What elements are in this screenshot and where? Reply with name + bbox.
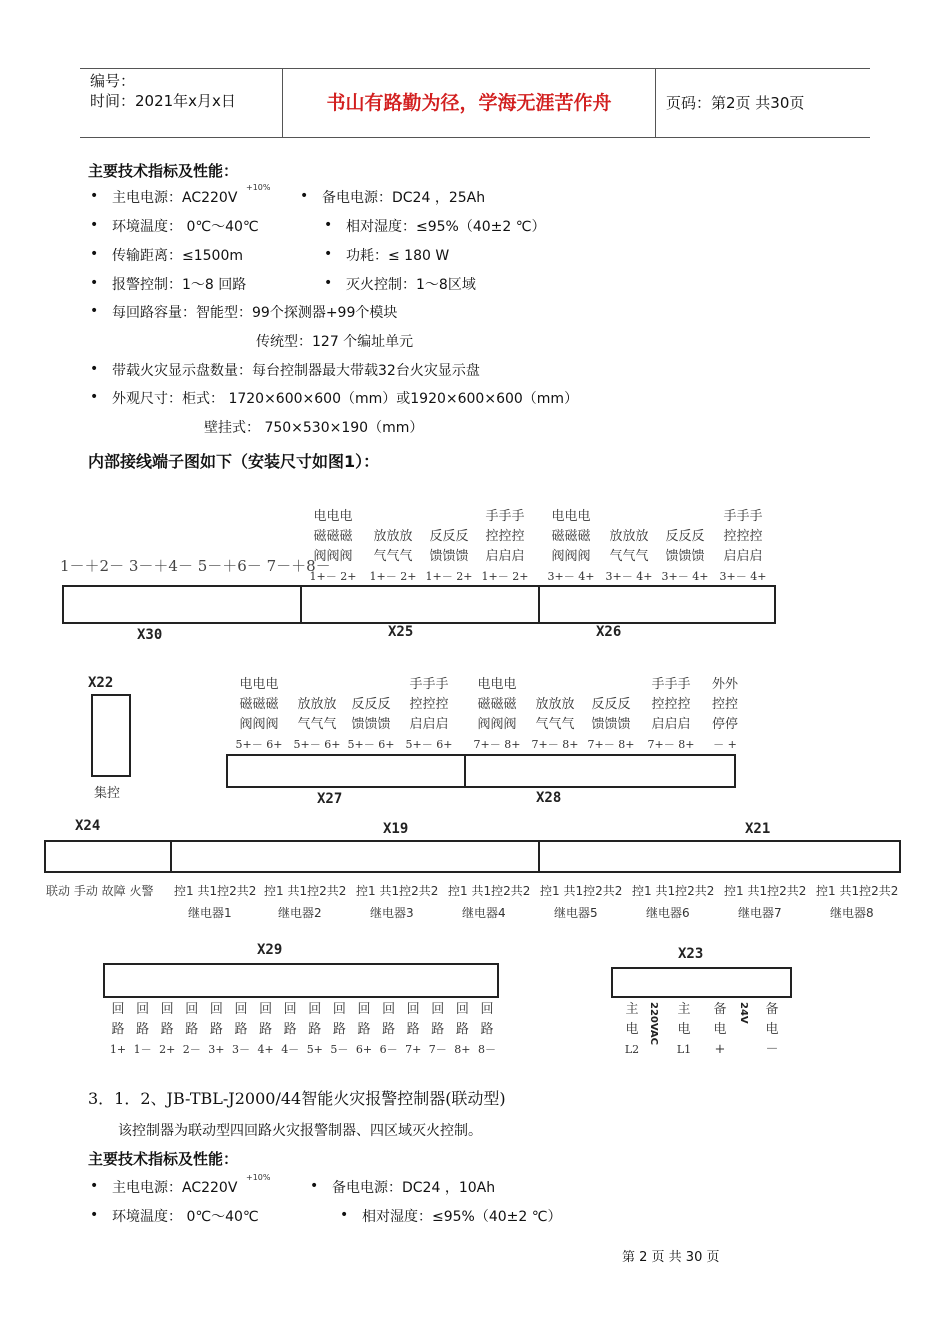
x24-terminal-row: 联动 手动 故障 火警 <box>46 884 154 898</box>
x23-terminal-label <box>622 1000 642 1060</box>
relay-terminals: 控1 共1控2共2 <box>632 884 715 898</box>
loop-terminal-label <box>206 1000 226 1060</box>
label-x29: X29 <box>257 942 283 958</box>
terminal-block-x30-x25-x26 <box>62 585 776 624</box>
bullet: • <box>90 275 99 291</box>
spec-right: 相对湿度：≤95%（40±2 ℃） <box>346 219 546 235</box>
group-terminal-numbers: 1+－ 2+ <box>369 570 417 583</box>
loop-terminal-label <box>108 1000 128 1060</box>
capacity-line-2: 传统型：127 个编址单元 <box>256 334 414 350</box>
group-char-row: 启启启 <box>651 717 691 732</box>
x23-char: L2 <box>624 1043 640 1056</box>
spec-right: 相对湿度：≤95%（40±2 ℃） <box>362 1209 562 1225</box>
loop-number: 2+ <box>159 1043 176 1056</box>
group-char-row: 馈馈馈 <box>429 549 469 564</box>
terminal-group-label <box>286 695 348 755</box>
group-char-row: 电电电 <box>477 677 517 692</box>
loop-char: 路 <box>283 1022 297 1037</box>
x23-char: 主 <box>625 1002 639 1017</box>
x23-char: L1 <box>676 1043 692 1056</box>
terminal-group-label <box>598 527 660 587</box>
terminal-group-label <box>228 675 290 755</box>
group-char-row: 气气气 <box>373 549 413 564</box>
header-page-info: 页码：第2页 共30页 <box>666 94 805 112</box>
relay-label: 继电器2 <box>278 906 322 920</box>
terminal-block-x29 <box>103 963 499 998</box>
group-terminal-numbers: 3+－ 4+ <box>605 570 653 583</box>
loop-terminal-label <box>231 1000 251 1060</box>
group-terminal-numbers: 5+－ 6+ <box>235 738 283 751</box>
loop-char: 路 <box>308 1022 322 1037</box>
bullet: • <box>324 217 333 233</box>
loop-char: 回 <box>160 1002 174 1017</box>
loop-char: 路 <box>332 1022 346 1037</box>
bullet: • <box>90 361 99 377</box>
x23-char: 主 <box>677 1002 691 1017</box>
group-terminal-numbers: 1+－ 2+ <box>425 570 473 583</box>
group-char-row: 反反反 <box>351 697 391 712</box>
relay-terminals: 控1 共1控2共2 <box>264 884 347 898</box>
doc-date: 时间：2021年x月x日 <box>90 92 236 110</box>
x30-terminal-numbers: 1－＋2－ 3－＋4－ 5－＋6－ 7－＋8－ <box>60 557 331 575</box>
terminal-block-x27-x28 <box>226 754 736 788</box>
x22-sublabel: 集控 <box>94 786 121 801</box>
group-terminal-numbers: 5+－ 6+ <box>405 738 453 751</box>
group-char-row: 阀阀阀 <box>313 549 353 564</box>
group-terminal-numbers: 3+－ 4+ <box>547 570 595 583</box>
loop-number: 6－ <box>379 1043 398 1056</box>
group-char-row: 气气气 <box>535 717 575 732</box>
loop-char: 回 <box>406 1002 420 1017</box>
group-char-row: 反反反 <box>665 529 705 544</box>
relay-label: 继电器4 <box>462 906 506 920</box>
label-x25: X25 <box>388 624 414 640</box>
terminal-group-label <box>340 695 402 755</box>
group-char-row: 气气气 <box>609 549 649 564</box>
group-terminal-numbers: 3+－ 4+ <box>661 570 709 583</box>
group-char-row: 电电电 <box>239 677 279 692</box>
loop-terminal-label <box>379 1000 399 1060</box>
loop-char: 回 <box>357 1002 371 1017</box>
loop-number: 4+ <box>257 1043 274 1056</box>
loop-char: 回 <box>209 1002 223 1017</box>
group-char-row: 阀阀阀 <box>477 717 517 732</box>
bullet: • <box>90 188 99 204</box>
x23-char: + <box>714 1042 726 1057</box>
terminal-group-label <box>580 695 642 755</box>
loop-terminal-label <box>403 1000 423 1060</box>
label-x22: X22 <box>88 675 114 691</box>
loop-char: 路 <box>406 1022 420 1037</box>
group-char-row: 手手手 <box>651 677 691 692</box>
divider <box>538 587 540 622</box>
group-char-row: 磁磁磁 <box>551 529 591 544</box>
loop-number: 5－ <box>330 1043 349 1056</box>
group-char-row: 放放放 <box>535 697 575 712</box>
terminal-group-label <box>694 675 756 755</box>
group-char-row: 手手手 <box>409 677 449 692</box>
page-footer: 第 2 页 共 30 页 <box>622 1250 720 1265</box>
loop-terminal-label <box>452 1000 472 1060</box>
loop-char: 回 <box>480 1002 494 1017</box>
relay-label: 继电器5 <box>554 906 598 920</box>
x23-char: 备 <box>765 1002 779 1017</box>
spec-left: 传输距离：≤1500m <box>112 248 243 264</box>
relay-label: 继电器3 <box>370 906 414 920</box>
loop-char: 回 <box>332 1002 346 1017</box>
terminal-group-label <box>466 675 528 755</box>
relay-label: 继电器1 <box>188 906 232 920</box>
loop-number: 7－ <box>428 1043 447 1056</box>
group-char-row: 阀阀阀 <box>551 549 591 564</box>
label-x23: X23 <box>678 946 704 962</box>
loop-char: 回 <box>382 1002 396 1017</box>
group-char-row: 外外 <box>711 677 738 692</box>
group-char-row: 磁磁磁 <box>313 529 353 544</box>
loop-char: 回 <box>259 1002 273 1017</box>
size-line-2: 壁挂式： 750×530×190（mm） <box>204 420 424 436</box>
loop-number: 3－ <box>232 1043 250 1056</box>
relay-terminals: 控1 共1控2共2 <box>724 884 807 898</box>
terminal-group-label <box>302 507 364 587</box>
group-char-row: 启启启 <box>485 549 525 564</box>
group-terminal-numbers: 7+－ 8+ <box>531 738 579 751</box>
divider <box>300 587 302 622</box>
spec-left: 主电电源：AC220V <box>112 190 238 206</box>
section-title: 3．1．2、JB-TBL-J2000/44智能火灾报警控制器(联动型) <box>88 1089 506 1108</box>
group-char-row: 手手手 <box>485 509 525 524</box>
relay-terminals: 控1 共1控2共2 <box>816 884 899 898</box>
group-char-row: 控控控 <box>651 697 691 712</box>
spec-left: 环境温度： 0℃～40℃ <box>112 219 259 235</box>
terminal-group-label <box>474 507 536 587</box>
bullet: • <box>90 389 99 405</box>
group-terminal-numbers: 7+－ 8+ <box>587 738 635 751</box>
spec-left: 报警控制：1～8 回路 <box>112 277 247 293</box>
terminal-group-label <box>362 527 424 587</box>
relay-terminals: 控1 共1控2共2 <box>174 884 257 898</box>
relay-terminals: 控1 共1控2共2 <box>356 884 439 898</box>
divider <box>538 842 540 871</box>
terminal-group-label <box>398 675 460 755</box>
group-char-row: 气气气 <box>297 717 337 732</box>
spec-right: 备电电源：DC24 ，10Ah <box>332 1180 496 1196</box>
x23-char: 电 <box>713 1022 727 1037</box>
group-char-row: 阀阀阀 <box>239 717 279 732</box>
page-header <box>80 68 870 138</box>
group-terminal-numbers: 3+－ 4+ <box>719 570 767 583</box>
loop-number: 5+ <box>306 1043 323 1056</box>
spec-right: 备电电源：DC24 ，25Ah <box>322 190 486 206</box>
loop-number: 6+ <box>355 1043 373 1056</box>
loop-terminal-label <box>256 1000 276 1060</box>
capacity-line-1: 每回路容量：智能型：99个探测器+99个模块 <box>112 305 398 321</box>
group-char-row: 馈馈馈 <box>591 717 631 732</box>
loop-number: 7+ <box>405 1043 422 1056</box>
loop-number: 8+ <box>454 1043 471 1056</box>
bullet: • <box>90 246 99 262</box>
label-x28: X28 <box>536 790 562 806</box>
header-meta <box>80 69 292 137</box>
loop-char: 回 <box>431 1002 445 1017</box>
terminal-group-label <box>540 507 602 587</box>
power-tolerance: +10% <box>246 183 271 192</box>
loop-terminal-label <box>329 1000 349 1060</box>
group-terminal-numbers: 7+－ 8+ <box>647 738 695 751</box>
group-char-row: 控控控 <box>723 529 763 544</box>
bullet: • <box>324 246 333 262</box>
label-x26: X26 <box>596 624 622 640</box>
group-char-row: 停停 <box>711 717 738 732</box>
spec-heading: 主要技术指标及性能： <box>88 162 239 180</box>
bullet: • <box>90 1207 99 1223</box>
terminal-block-x23 <box>611 967 792 998</box>
group-char-row: 控控 <box>711 697 738 712</box>
loop-char: 路 <box>209 1022 223 1037</box>
group-char-row: 启启启 <box>723 549 763 564</box>
group-char-row: 放放放 <box>373 529 413 544</box>
doc-number-label: 编号： <box>90 72 136 90</box>
group-char-row: 放放放 <box>297 697 337 712</box>
loop-terminal-label <box>157 1000 177 1060</box>
loop-number: 3+ <box>208 1043 225 1056</box>
bullet: • <box>300 188 309 204</box>
power-tolerance: +10% <box>246 1173 271 1182</box>
label-x27: X27 <box>317 791 343 807</box>
display-panel-line: 带载火灾显示盘数量：每台控制器最大带载32台火灾显示盘 <box>112 363 480 379</box>
relay-terminals: 控1 共1控2共2 <box>540 884 623 898</box>
x23-terminal-label <box>762 1000 782 1060</box>
x23-terminal-label <box>710 1000 730 1060</box>
x23-char: 备 <box>713 1002 727 1017</box>
terminal-block-x22 <box>91 694 131 777</box>
x23-char: 电 <box>765 1022 779 1037</box>
loop-terminal-label <box>182 1000 202 1060</box>
label-x21: X21 <box>745 821 771 837</box>
group-char-row: 手手手 <box>723 509 763 524</box>
loop-terminal-label <box>428 1000 448 1060</box>
group-terminal-numbers: － + <box>713 738 737 751</box>
label-x30: X30 <box>137 627 163 643</box>
terminal-block-x24-x19-x21 <box>44 840 901 873</box>
label-x19: X19 <box>383 821 409 837</box>
group-char-row: 反反反 <box>429 529 469 544</box>
loop-char: 路 <box>136 1022 150 1037</box>
group-terminal-numbers: 7+－ 8+ <box>473 738 521 751</box>
group-terminal-numbers: 1+－ 2+ <box>481 570 529 583</box>
loop-char: 回 <box>136 1002 150 1017</box>
loop-char: 路 <box>382 1022 396 1037</box>
loop-char: 路 <box>160 1022 174 1037</box>
loop-char: 路 <box>480 1022 494 1037</box>
loop-terminal-label <box>305 1000 325 1060</box>
diagram-heading: 内部接线端子图如下（安装尺寸如图1）： <box>88 452 380 471</box>
bullet: • <box>324 275 333 291</box>
group-char-row: 启启启 <box>409 717 449 732</box>
group-char-row: 反反反 <box>591 697 631 712</box>
loop-char: 路 <box>357 1022 371 1037</box>
group-terminal-numbers: 5+－ 6+ <box>347 738 395 751</box>
section-intro: 该控制器为联动型四回路火灾报警制器、四区域灭火控制。 <box>118 1123 482 1139</box>
header-motto: 书山有路勤为径，学海无涯苦作舟 <box>282 69 656 137</box>
bullet: • <box>340 1207 349 1223</box>
bullet: • <box>90 1178 99 1194</box>
loop-number: 1－ <box>133 1043 152 1056</box>
group-char-row: 磁磁磁 <box>239 697 279 712</box>
spec-heading-2: 主要技术指标及性能： <box>88 1150 239 1168</box>
loop-number: 4－ <box>281 1043 300 1056</box>
spec-left: 环境温度： 0℃～40℃ <box>112 1209 259 1225</box>
group-char-row: 电电电 <box>551 509 591 524</box>
bullet: • <box>90 217 99 233</box>
relay-label: 继电器7 <box>738 906 782 920</box>
terminal-group-label <box>712 507 774 587</box>
relay-terminals: 控1 共1控2共2 <box>448 884 531 898</box>
group-char-row: 控控控 <box>485 529 525 544</box>
spec-left: 主电电源：AC220V <box>112 1180 238 1196</box>
bullet: • <box>90 303 99 319</box>
x23-voltage-label: 220VAC <box>648 1002 659 1046</box>
x23-terminal-label <box>674 1000 694 1060</box>
group-terminal-numbers: 1+－ 2+ <box>309 570 357 583</box>
loop-char: 回 <box>234 1002 248 1017</box>
loop-terminal-label <box>280 1000 300 1060</box>
divider <box>464 756 466 786</box>
group-char-row: 控控控 <box>409 697 449 712</box>
bullet: • <box>310 1178 319 1194</box>
loop-terminal-label <box>477 1000 497 1060</box>
loop-char: 路 <box>111 1022 125 1037</box>
loop-terminal-label <box>354 1000 374 1060</box>
loop-char: 回 <box>308 1002 322 1017</box>
loop-char: 回 <box>111 1002 125 1017</box>
x23-voltage-label: 24V <box>738 1002 749 1024</box>
group-char-row: 馈馈馈 <box>351 717 391 732</box>
group-char-row: 磁磁磁 <box>477 697 517 712</box>
loop-terminal-label <box>133 1000 153 1060</box>
loop-char: 路 <box>185 1022 199 1037</box>
terminal-group-label <box>418 527 480 587</box>
loop-char: 回 <box>455 1002 469 1017</box>
group-char-row: 馈馈馈 <box>665 549 705 564</box>
loop-char: 路 <box>431 1022 445 1037</box>
terminal-group-label <box>654 527 716 587</box>
x23-char: 电 <box>625 1022 639 1037</box>
relay-label: 继电器8 <box>830 906 874 920</box>
loop-char: 路 <box>259 1022 273 1037</box>
x23-char: － <box>765 1042 779 1057</box>
loop-char: 回 <box>283 1002 297 1017</box>
group-char-row: 电电电 <box>313 509 353 524</box>
relay-label: 继电器6 <box>646 906 690 920</box>
x23-char: 电 <box>677 1022 691 1037</box>
group-char-row: 放放放 <box>609 529 649 544</box>
terminal-group-label <box>524 695 586 755</box>
loop-number: 1+ <box>109 1043 127 1056</box>
loop-number: 2－ <box>182 1043 201 1056</box>
label-x24: X24 <box>75 818 101 834</box>
terminal-group-label <box>640 675 702 755</box>
divider <box>170 842 172 871</box>
size-line-1: 外观尺寸：柜式： 1720×600×600（mm）或1920×600×600（mm） <box>112 391 579 407</box>
group-terminal-numbers: 5+－ 6+ <box>293 738 341 751</box>
loop-char: 路 <box>234 1022 248 1037</box>
loop-char: 回 <box>185 1002 199 1017</box>
spec-right: 灭火控制：1～8区域 <box>346 277 476 293</box>
loop-char: 路 <box>455 1022 469 1037</box>
loop-number: 8－ <box>478 1043 496 1056</box>
spec-right: 功耗：≤ 180 W <box>346 248 450 264</box>
